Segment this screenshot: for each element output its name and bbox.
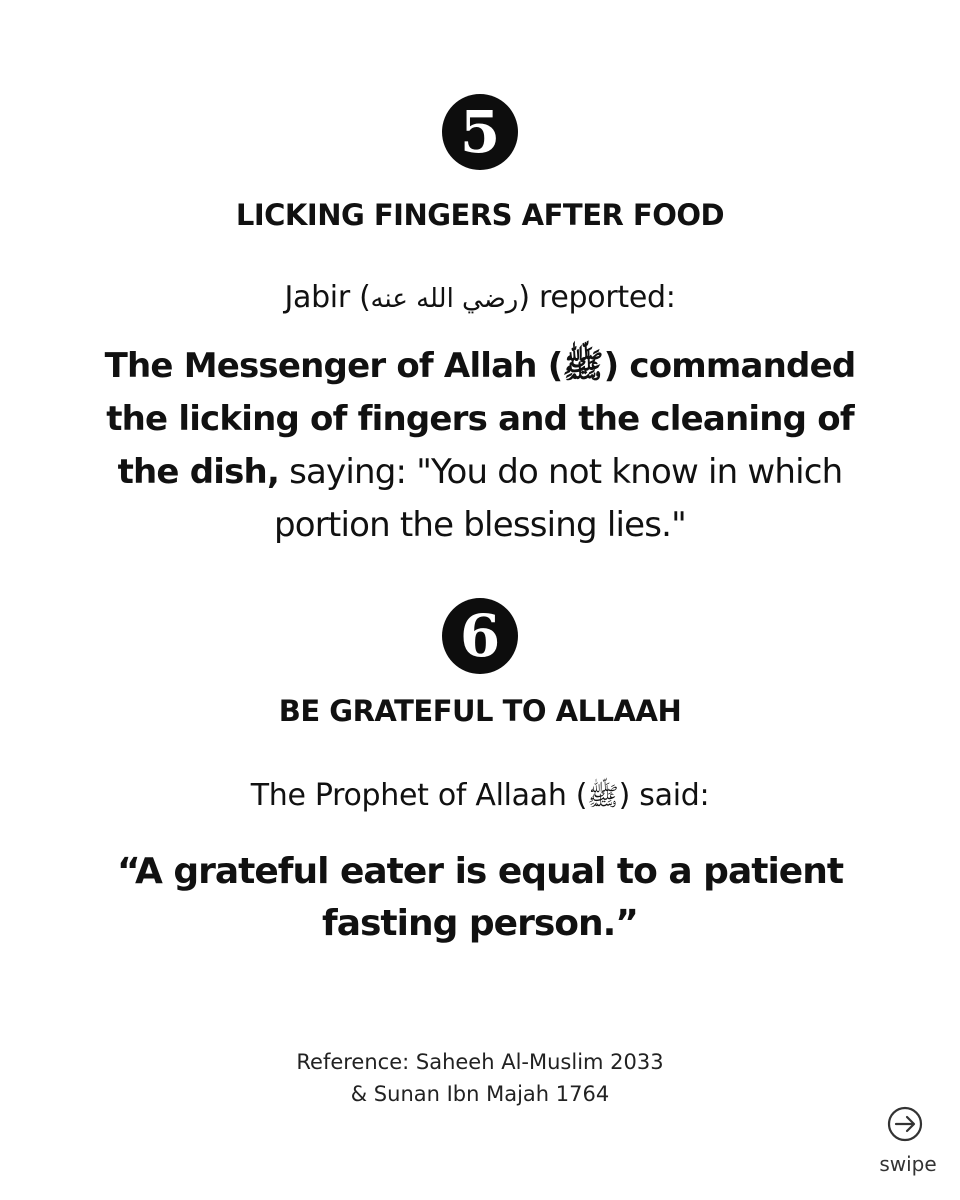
section-5-number: 5: [459, 98, 501, 166]
hadith-line-4: [0, 499, 960, 552]
section-6-title: [0, 694, 960, 728]
section-6-number-badge: [442, 598, 518, 674]
section-6-number: 6: [459, 602, 501, 670]
quote-line-2: fasting person.”: [322, 903, 638, 944]
section-6-narrator-prefix: The Prophet of Allaah (: [250, 778, 588, 813]
hadith-text-bold: the dish,: [117, 452, 280, 492]
section-5-title-text: LICKING FINGERS AFTER FOOD: [235, 198, 725, 232]
hadith-text-regular: saying: "You do not know in which: [279, 452, 843, 492]
salallahu-alayhi-wasallam-glyph: ﷺ: [587, 782, 619, 812]
hadith-text-bold: ) commanded: [603, 346, 856, 386]
hadith-text-bold: The Messenger of Allah (: [104, 346, 563, 386]
hadith-line-3: [0, 446, 960, 499]
section-5-narrator-suffix: ) reported:: [518, 280, 676, 315]
section-5-hadith: [0, 340, 960, 552]
radiallahu-anhu-glyph: رضي الله عنه: [370, 284, 519, 314]
section-5-number-badge: [442, 94, 518, 170]
section-6-title-text: BE GRATEFUL TO ALLAAH: [278, 694, 682, 728]
hadith-line-2: [0, 393, 960, 446]
section-5-narrator-prefix: Jabir (: [284, 280, 371, 315]
arrow-right-circle-icon[interactable]: [887, 1106, 923, 1142]
salallahu-alayhi-wasallam-glyph: ﷺ: [562, 346, 604, 386]
reference-line-1: Reference: Saheeh Al-Muslim 2033: [296, 1050, 664, 1074]
hadith-text-bold: the licking of fingers and the cleaning of: [106, 399, 854, 439]
quote-line-1: “A grateful eater is equal to a patient: [116, 851, 844, 892]
hadith-text-regular: portion the blessing lies.": [273, 505, 687, 545]
section-6-narrator-suffix: ) said:: [618, 778, 710, 813]
reference-line-2: & Sunan Ibn Majah 1764: [350, 1082, 610, 1106]
section-6-quote: [0, 846, 960, 950]
section-6-narrator: [0, 778, 960, 818]
reference: [0, 1046, 960, 1110]
hadith-line-1: [0, 340, 960, 393]
section-5-narrator: [0, 280, 960, 315]
swipe-label[interactable]: swipe: [879, 1152, 937, 1176]
section-5-title: [0, 198, 960, 232]
